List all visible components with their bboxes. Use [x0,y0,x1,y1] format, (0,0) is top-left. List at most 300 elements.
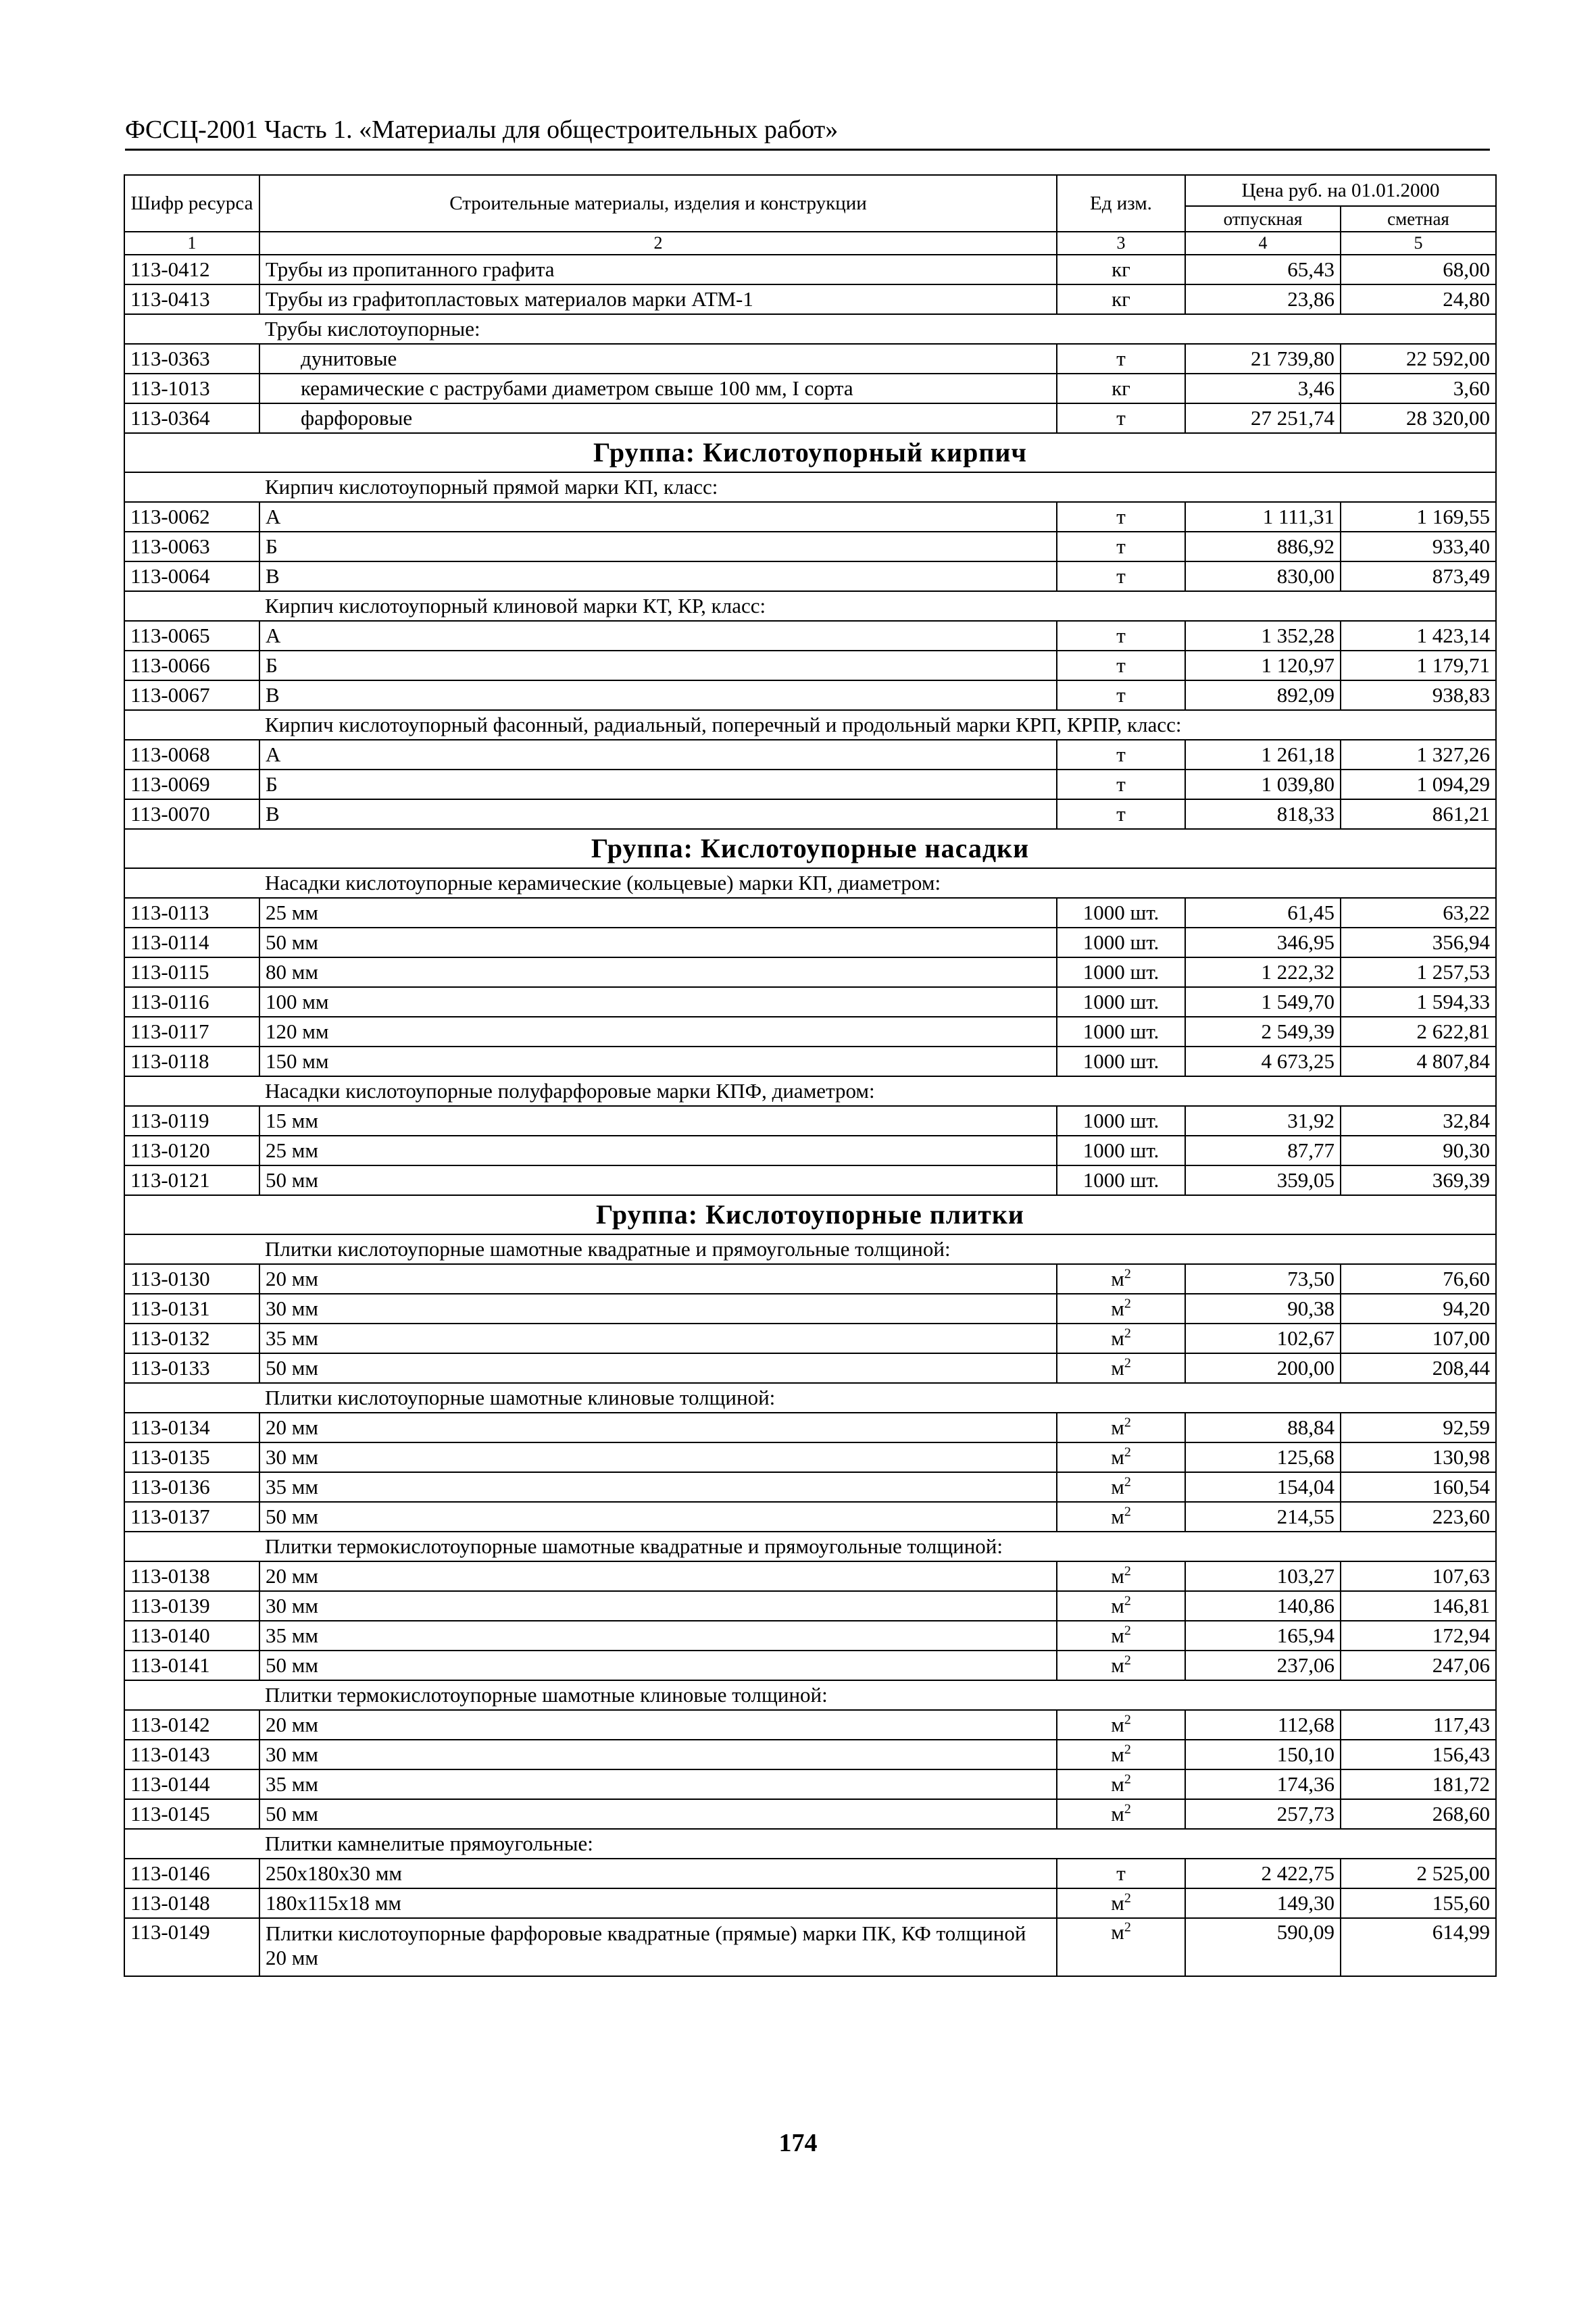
unit-of-measure: кг [1057,284,1185,314]
unit-of-measure: $м^2$ [1057,1651,1185,1680]
table-row [124,651,1496,680]
unit-of-measure: 1000 шт. [1057,928,1185,957]
price-release: 31,92 [1185,1106,1341,1136]
resource-code: 113-0146 [124,1859,259,1888]
price-release: 125,68 [1185,1442,1341,1472]
material-name: В [259,799,1057,829]
price-estimate: 146,81 [1341,1591,1496,1621]
table-row [124,561,1496,591]
price-release: 149,30 [1185,1888,1341,1918]
subheading-text: Насадки кислотоупорные полуфарфоровые марки КПФ, диаметром: [259,1076,1496,1106]
price-table-container [124,174,1495,1977]
subheading-text: Плитки камнелитые прямоугольные: [259,1829,1496,1859]
price-release: 102,67 [1185,1324,1341,1353]
page-header: ФССЦ-2001 Часть 1. «Материалы для общестроительных работ» [125,115,1490,151]
price-release: 1 222,32 [1185,957,1341,987]
price-estimate: 356,94 [1341,928,1496,957]
resource-code: 113-0144 [124,1769,259,1799]
price-release: 237,06 [1185,1651,1341,1680]
table-row [124,1591,1496,1621]
group-heading: Группа: Кислотоупорный кирпич [124,433,1496,472]
subheading-row [124,472,1496,502]
unit-of-measure: кг [1057,255,1185,284]
unit-of-measure: $м^2$ [1057,1591,1185,1621]
resource-code: 113-0148 [124,1888,259,1918]
group-heading-row [124,1195,1496,1234]
resource-code: 113-0066 [124,651,259,680]
resource-code: 113-0133 [124,1353,259,1383]
material-name: 20 мм [259,1710,1057,1740]
resource-code: 113-0063 [124,532,259,561]
unit-of-measure: 1000 шт. [1057,898,1185,928]
table-row [124,928,1496,957]
table-row [124,1106,1496,1136]
price-release: 140,86 [1185,1591,1341,1621]
unit-of-measure: 1000 шт. [1057,1165,1185,1195]
subheading-text: Плитки кислотоупорные шамотные клиновые толщиной: [259,1383,1496,1413]
price-release: 818,33 [1185,799,1341,829]
resource-code: 113-0117 [124,1017,259,1047]
table-row [124,1561,1496,1591]
col-number: 3 [1057,232,1185,255]
material-name: Трубы из пропитанного графита [259,255,1057,284]
table-row [124,740,1496,770]
material-name: 20 мм [259,1561,1057,1591]
resource-code: 113-0119 [124,1106,259,1136]
unit-of-measure: т [1057,770,1185,799]
price-estimate: 1 327,26 [1341,740,1496,770]
price-release: 346,95 [1185,928,1341,957]
material-name: 30 мм [259,1740,1057,1769]
material-name: 50 мм [259,1502,1057,1532]
unit-of-measure: 1000 шт. [1057,1017,1185,1047]
material-name: 25 мм [259,1136,1057,1165]
price-release: 257,73 [1185,1799,1341,1829]
material-name: 30 мм [259,1591,1057,1621]
unit-of-measure: т [1057,344,1185,374]
price-estimate: 107,00 [1341,1324,1496,1353]
price-estimate: 1 094,29 [1341,770,1496,799]
unit-of-measure: $м^2$ [1057,1294,1185,1324]
material-name: 25 мм [259,898,1057,928]
material-name: 50 мм [259,1651,1057,1680]
subheading-row [124,591,1496,621]
price-release: 65,43 [1185,255,1341,284]
material-name: 20 мм [259,1264,1057,1294]
table-row [124,1502,1496,1532]
resource-code: 113-0134 [124,1413,259,1442]
table-row [124,1740,1496,1769]
resource-code: 113-0413 [124,284,259,314]
table-row [124,1888,1496,1918]
price-estimate: 68,00 [1341,255,1496,284]
price-estimate: 107,63 [1341,1561,1496,1591]
table-row [124,957,1496,987]
table-row [124,532,1496,561]
table-row [124,1017,1496,1047]
unit-of-measure: $м^2$ [1057,1710,1185,1740]
table-row [124,680,1496,710]
price-release: 1 039,80 [1185,770,1341,799]
resource-code: 113-0141 [124,1651,259,1680]
material-name: 30 мм [259,1442,1057,1472]
material-name: 15 мм [259,1106,1057,1136]
table-row [124,1264,1496,1294]
table-row [124,1442,1496,1472]
material-name: В [259,561,1057,591]
resource-code: 113-0142 [124,1710,259,1740]
resource-code: 113-0139 [124,1591,259,1621]
table-row [124,344,1496,374]
unit-of-measure: $м^2$ [1057,1621,1185,1651]
resource-code: 113-0137 [124,1502,259,1532]
unit-of-measure: 1000 шт. [1057,1106,1185,1136]
price-release: 112,68 [1185,1710,1341,1740]
material-name: Трубы из графитопластовых материалов марки АТМ-1 [259,284,1057,314]
unit-of-measure: т [1057,799,1185,829]
unit-of-measure: $м^2$ [1057,1442,1185,1472]
subheading-row [124,1076,1496,1106]
group-heading: Группа: Кислотоупорные плитки [124,1195,1496,1234]
price-estimate: 1 423,14 [1341,621,1496,651]
material-name: Б [259,532,1057,561]
table-row [124,374,1496,403]
material-name: 20 мм [259,1413,1057,1442]
material-name: 35 мм [259,1621,1057,1651]
price-estimate: 1 594,33 [1341,987,1496,1017]
resource-code: 113-0121 [124,1165,259,1195]
resource-code: 113-0136 [124,1472,259,1502]
price-release: 1 549,70 [1185,987,1341,1017]
price-estimate: 92,59 [1341,1413,1496,1442]
material-name: керамические с раструбами диаметром свыше 100 мм, I сорта [259,374,1057,403]
subheading-text: Насадки кислотоупорные керамические (кольцевые) марки КП, диаметром: [259,868,1496,898]
unit-of-measure: т [1057,502,1185,532]
material-name: 150 мм [259,1047,1057,1076]
unit-of-measure: $м^2$ [1057,1740,1185,1769]
price-release: 87,77 [1185,1136,1341,1165]
subheading-row [124,1234,1496,1264]
material-name: Плитки кислотоупорные фарфоровые квадратные (прямые) марки ПК, КФ толщиной 20 мм [259,1918,1057,1976]
subheading-code-cell [124,1532,259,1561]
price-estimate: 247,06 [1341,1651,1496,1680]
resource-code: 113-0118 [124,1047,259,1076]
col-number: 5 [1341,232,1496,255]
price-release: 1 120,97 [1185,651,1341,680]
material-name: А [259,740,1057,770]
price-estimate: 2 525,00 [1341,1859,1496,1888]
price-release: 1 261,18 [1185,740,1341,770]
material-name: 35 мм [259,1769,1057,1799]
material-name: В [259,680,1057,710]
price-release: 90,38 [1185,1294,1341,1324]
resource-code: 113-0114 [124,928,259,957]
subheading-code-cell [124,1076,259,1106]
material-name: А [259,621,1057,651]
table-row [124,1859,1496,1888]
unit-of-measure: $м^2$ [1057,1561,1185,1591]
price-estimate: 933,40 [1341,532,1496,561]
resource-code: 113-0120 [124,1136,259,1165]
resource-code: 113-0116 [124,987,259,1017]
resource-code: 113-0143 [124,1740,259,1769]
price-estimate: 3,60 [1341,374,1496,403]
resource-code: 113-0131 [124,1294,259,1324]
material-name: 50 мм [259,1353,1057,1383]
table-row [124,799,1496,829]
col-number: 2 [259,232,1057,255]
unit-of-measure: т [1057,651,1185,680]
unit-of-measure: т [1057,740,1185,770]
material-name: 50 мм [259,928,1057,957]
table-row [124,1769,1496,1799]
subheading-code-cell [124,1383,259,1413]
price-estimate: 76,60 [1341,1264,1496,1294]
table-row [124,621,1496,651]
price-release: 892,09 [1185,680,1341,710]
table-header [124,175,1496,255]
unit-of-measure: $м^2$ [1057,1799,1185,1829]
subheading-code-cell [124,472,259,502]
material-name: 30 мм [259,1294,1057,1324]
resource-code: 113-0363 [124,344,259,374]
unit-of-measure: т [1057,532,1185,561]
subheading-row [124,868,1496,898]
material-name: Б [259,651,1057,680]
price-release: 4 673,25 [1185,1047,1341,1076]
price-estimate: 1 179,71 [1341,651,1496,680]
group-heading-row [124,829,1496,868]
subheading-text: Плитки термокислотоупорные шамотные квадратные и прямоугольные толщиной: [259,1532,1496,1561]
resource-code: 113-0115 [124,957,259,987]
subheading-code-cell [124,868,259,898]
price-estimate: 861,21 [1341,799,1496,829]
table-row [124,1621,1496,1651]
col-header-name: Строительные материалы, изделия и конструкции [259,175,1057,232]
price-estimate: 172,94 [1341,1621,1496,1651]
price-release: 359,05 [1185,1165,1341,1195]
unit-of-measure: 1000 шт. [1057,1136,1185,1165]
price-release: 2 422,75 [1185,1859,1341,1888]
material-name: 50 мм [259,1165,1057,1195]
table-row [124,1413,1496,1442]
resource-code: 113-0130 [124,1264,259,1294]
material-name: 35 мм [259,1472,1057,1502]
subheading-row [124,1829,1496,1859]
price-release: 1 352,28 [1185,621,1341,651]
price-release: 200,00 [1185,1353,1341,1383]
table-row [124,1710,1496,1740]
subheading-text: Кирпич кислотоупорный прямой марки КП, класс: [259,472,1496,502]
material-name: 180x115x18 мм [259,1888,1057,1918]
material-name: 35 мм [259,1324,1057,1353]
price-estimate: 938,83 [1341,680,1496,710]
group-heading: Группа: Кислотоупорные насадки [124,829,1496,868]
resource-code: 113-0068 [124,740,259,770]
table-body [124,255,1496,1976]
price-estimate: 63,22 [1341,898,1496,928]
price-release: 214,55 [1185,1502,1341,1532]
price-release: 103,27 [1185,1561,1341,1591]
subheading-row [124,710,1496,740]
col-header-code: Шифр ресурса [124,175,259,232]
price-estimate: 369,39 [1341,1165,1496,1195]
unit-of-measure: кг [1057,374,1185,403]
table-row [124,1918,1496,1976]
material-name: фарфоровые [259,403,1057,433]
unit-of-measure: т [1057,621,1185,651]
price-release: 23,86 [1185,284,1341,314]
col-header-unit: Ед изм. [1057,175,1185,232]
resource-code: 113-0062 [124,502,259,532]
subheading-text: Плитки термокислотоупорные шамотные клиновые толщиной: [259,1680,1496,1710]
resource-code: 113-0070 [124,799,259,829]
material-name: 80 мм [259,957,1057,987]
table-row [124,284,1496,314]
col-header-price-release: отпускная [1185,206,1341,232]
price-estimate: 873,49 [1341,561,1496,591]
unit-of-measure: $м^2$ [1057,1472,1185,1502]
resource-code: 113-1013 [124,374,259,403]
table-row [124,898,1496,928]
price-estimate: 32,84 [1341,1106,1496,1136]
unit-of-measure: $м^2$ [1057,1918,1185,1976]
subheading-row [124,1532,1496,1561]
unit-of-measure: т [1057,561,1185,591]
unit-of-measure: $м^2$ [1057,1769,1185,1799]
table-row [124,1472,1496,1502]
resource-code: 113-0138 [124,1561,259,1591]
unit-of-measure: т [1057,680,1185,710]
price-release: 165,94 [1185,1621,1341,1651]
unit-of-measure: т [1057,403,1185,433]
table-row [124,1165,1496,1195]
subheading-text: Плитки кислотоупорные шамотные квадратные и прямоугольные толщиной: [259,1234,1496,1264]
table-row [124,1353,1496,1383]
group-heading-row [124,433,1496,472]
subheading-code-cell [124,1829,259,1859]
table-row [124,1651,1496,1680]
unit-of-measure: $м^2$ [1057,1353,1185,1383]
table-row [124,1799,1496,1829]
resource-code: 113-0412 [124,255,259,284]
price-estimate: 117,43 [1341,1710,1496,1740]
subheading-row [124,1680,1496,1710]
material-name: 50 мм [259,1799,1057,1829]
page-number: 174 [778,2129,818,2157]
resource-code: 113-0064 [124,561,259,591]
price-estimate: 94,20 [1341,1294,1496,1324]
subheading-row [124,314,1496,344]
table-row [124,1324,1496,1353]
table-row [124,1136,1496,1165]
table-row [124,770,1496,799]
price-estimate: 614,99 [1341,1918,1496,1976]
price-release: 88,84 [1185,1413,1341,1442]
subheading-code-cell [124,591,259,621]
unit-of-measure: 1000 шт. [1057,987,1185,1017]
resource-code: 113-0149 [124,1918,259,1976]
price-release: 73,50 [1185,1264,1341,1294]
material-name: дунитовые [259,344,1057,374]
unit-of-measure: т [1057,1859,1185,1888]
price-estimate: 22 592,00 [1341,344,1496,374]
unit-of-measure: $м^2$ [1057,1502,1185,1532]
price-estimate: 2 622,81 [1341,1017,1496,1047]
price-estimate: 155,60 [1341,1888,1496,1918]
unit-of-measure: $м^2$ [1057,1324,1185,1353]
material-name: 100 мм [259,987,1057,1017]
resource-code: 113-0067 [124,680,259,710]
price-release: 174,36 [1185,1769,1341,1799]
resource-code: 113-0065 [124,621,259,651]
price-release: 27 251,74 [1185,403,1341,433]
price-release: 3,46 [1185,374,1341,403]
price-estimate: 208,44 [1341,1353,1496,1383]
price-estimate: 1 169,55 [1341,502,1496,532]
price-estimate: 223,60 [1341,1502,1496,1532]
subheading-row [124,1383,1496,1413]
unit-of-measure: $м^2$ [1057,1888,1185,1918]
resource-code: 113-0140 [124,1621,259,1651]
price-release: 2 549,39 [1185,1017,1341,1047]
price-estimate: 4 807,84 [1341,1047,1496,1076]
subheading-text: Трубы кислотоупорные: [259,314,1496,344]
resource-code: 113-0364 [124,403,259,433]
subheading-code-cell [124,314,259,344]
price-release: 886,92 [1185,532,1341,561]
price-release: 830,00 [1185,561,1341,591]
resource-code: 113-0069 [124,770,259,799]
material-name: Б [259,770,1057,799]
col-header-price-group: Цена руб. на 01.01.2000 [1185,175,1496,206]
table-row [124,502,1496,532]
material-name: А [259,502,1057,532]
price-release: 61,45 [1185,898,1341,928]
price-estimate: 156,43 [1341,1740,1496,1769]
col-number: 4 [1185,232,1341,255]
price-release: 150,10 [1185,1740,1341,1769]
subheading-code-cell [124,1234,259,1264]
resource-code: 113-0113 [124,898,259,928]
price-estimate: 160,54 [1341,1472,1496,1502]
unit-of-measure: $м^2$ [1057,1264,1185,1294]
material-name: 250x180x30 мм [259,1859,1057,1888]
price-estimate: 28 320,00 [1341,403,1496,433]
resource-code: 113-0145 [124,1799,259,1829]
price-estimate: 130,98 [1341,1442,1496,1472]
unit-of-measure: $м^2$ [1057,1413,1185,1442]
col-number: 1 [124,232,259,255]
table-row [124,1047,1496,1076]
price-estimate: 268,60 [1341,1799,1496,1829]
resource-code: 113-0132 [124,1324,259,1353]
subheading-text: Кирпич кислотоупорный клиновой марки КТ, КР, класс: [259,591,1496,621]
unit-of-measure: 1000 шт. [1057,957,1185,987]
price-estimate: 90,30 [1341,1136,1496,1165]
price-release: 590,09 [1185,1918,1341,1976]
table-row [124,1294,1496,1324]
table-row [124,255,1496,284]
material-name: 120 мм [259,1017,1057,1047]
col-header-price-estimate: сметная [1341,206,1496,232]
subheading-code-cell [124,710,259,740]
unit-of-measure: 1000 шт. [1057,1047,1185,1076]
price-estimate: 181,72 [1341,1769,1496,1799]
resource-code: 113-0135 [124,1442,259,1472]
subheading-code-cell [124,1680,259,1710]
price-estimate: 1 257,53 [1341,957,1496,987]
